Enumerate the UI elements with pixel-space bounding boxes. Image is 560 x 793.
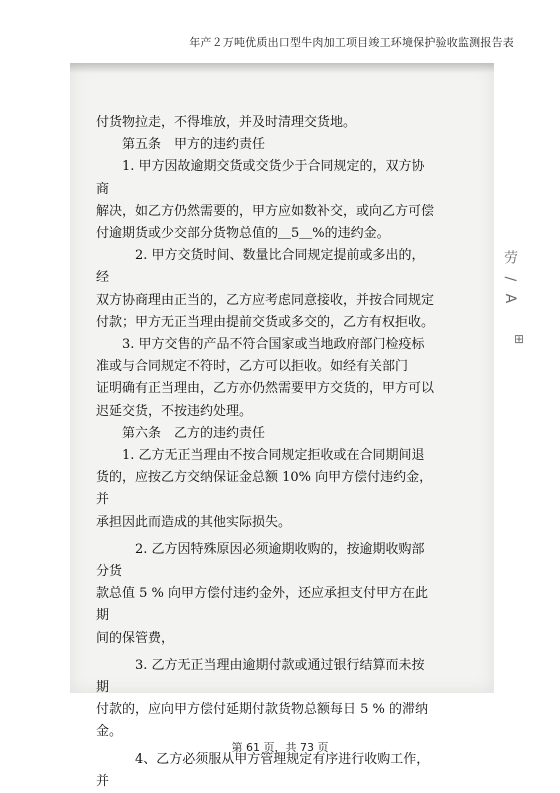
section-6-heading: 第六条 乙方的违约责任 [122, 425, 266, 441]
handwritten-margin-note: 劳 / A [502, 250, 518, 308]
line-15: 货的，应按乙方交纳保证金总额 10% 向甲方偿付违约金，并 [96, 470, 433, 508]
line-4: 解决，如乙方仍然需要的，甲方应如数补交，或向乙方可偿 [96, 203, 435, 219]
line-1: 付货物拉走，不得堆放，并及时清理交货地。 [96, 115, 357, 130]
line-6: 2. 甲方交货时间、数量比合同规定提前或多出的，经 [96, 248, 425, 286]
line-3: 1. 甲方因故逾期交货或交货少于合同规定的，双方协商 [96, 159, 425, 197]
line-14: 1. 乙方无正当理由不按合同规定拒收或在合同期间退 [122, 448, 425, 464]
line-18: 款总值 5 % 向甲方偿付违约金外，还应承担支付甲方在此期 [96, 586, 429, 624]
line-7: 双方协商理由正当的，乙方应考虑同意接收，并按合同规定 [96, 292, 435, 308]
line-5: 付逾期货或少交部分货物总值的＿5＿%的违约金。 [96, 226, 390, 242]
margin-mark: ⊞ [514, 332, 525, 346]
line-11: 证明确有正当理由，乙方亦仍然需要甲方交货的，甲方可以 [96, 381, 435, 397]
line-9: 3. 甲方交售的产品不符合国家或当地政府部门检疫标 [122, 337, 425, 353]
page-number: 第 61 页，共 73 页 [231, 741, 329, 754]
line-12: 迟延交货，不按违约处理。 [96, 403, 253, 419]
contract-text [96, 112, 436, 793]
line-17: 2. 乙方因特殊原因必须逾期收购的，按逾期收购部分货 [96, 541, 425, 580]
report-header-title: 年产２万吨优质出口型牛肉加工项目竣工环境保护验收监测报告表 [189, 36, 514, 49]
line-22: 4、乙方必须服从甲方管理规定有序进行收购工作，并 [96, 751, 430, 789]
line-20: 3. 乙方无正当理由逾期付款或通过银行结算而未按期 [96, 657, 425, 696]
section-5-heading: 第五条 甲方的违约责任 [122, 137, 266, 153]
line-21: 付款的，应向甲方偿付延期付款货物总额每日 5 % 的滞纳金。 [96, 702, 429, 740]
line-8: 付款；甲方无正当理由提前交货或多交的，乙方有权拒收。 [96, 314, 435, 330]
line-10: 准或与合同规定不符时，乙方可以拒收。如经有关部门 [96, 359, 409, 375]
line-19: 间的保管费， [96, 630, 175, 646]
line-16: 承担因此而造成的其他实际损失。 [96, 514, 292, 530]
